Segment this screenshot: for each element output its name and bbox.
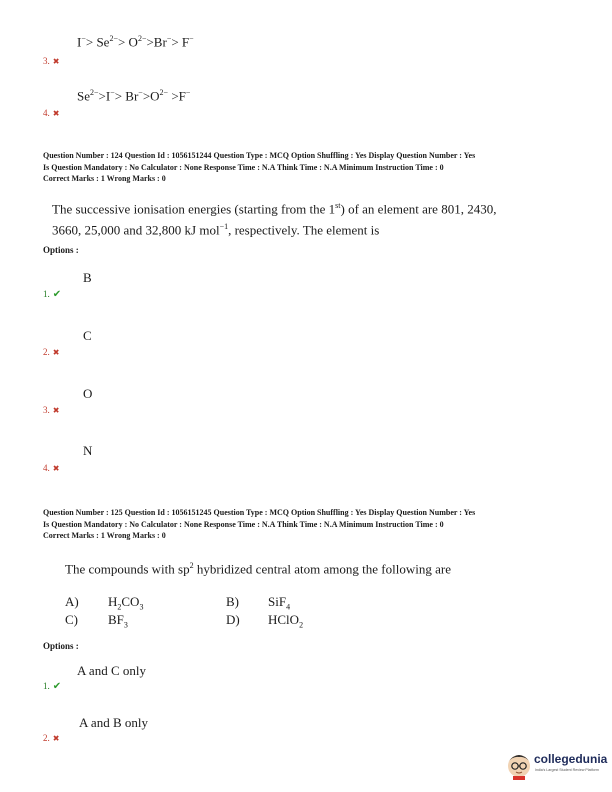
- q124-option-1-text[interactable]: B: [83, 270, 92, 285]
- cross-icon: ✖: [52, 348, 60, 357]
- cross-icon: ✖: [52, 464, 60, 473]
- q124-option-4-text[interactable]: N: [83, 443, 93, 458]
- prev-option-3-number: 3. ✖: [43, 56, 60, 66]
- q125-option-2-text[interactable]: A and B only: [79, 715, 148, 730]
- choice-b-value: SiF$_4$: [268, 594, 291, 612]
- q125-option-1-number: 1. ✔: [43, 681, 62, 692]
- question-124-options-label: Options :: [43, 245, 79, 255]
- prev-option-3-text: $I^-> Se^{2-}> O^{2-}>Br^-> F^-$: [77, 34, 194, 50]
- check-icon: ✔: [52, 681, 62, 692]
- prev-option-4-number: 4. ✖: [43, 108, 60, 118]
- q124-option-4-number: 4. ✖: [43, 463, 60, 473]
- brand-tagline: India's Largest Student Review Platform: [535, 768, 599, 772]
- choice-d: D): [226, 612, 240, 627]
- check-icon: ✔: [52, 289, 62, 300]
- q124-option-2-text[interactable]: C: [83, 328, 92, 343]
- choice-d-value: HClO$_2$: [268, 612, 304, 630]
- cross-icon: ✖: [52, 406, 60, 415]
- choice-b: B): [226, 594, 239, 609]
- collegedunia-logo: [505, 748, 609, 782]
- choice-a-value: $H_2CO_3$: [108, 594, 144, 612]
- prev-option-4-text: $Se^{2-}>I^-> Br^->O^{2-} >F^-$: [77, 88, 191, 104]
- cross-icon: ✖: [52, 57, 60, 66]
- q124-option-3-text[interactable]: O: [83, 386, 93, 401]
- question-125-meta: Question Number : 125 Question Id : 1056151245 Question Type : MCQ Option Shuffling : Yes Display Question Number : Yes Is Question Mandatory : No Calculator : None Response Time : N.A Think Time : N.A Minimum Instruction Time : 0 Correct Marks : 1 Wrong Marks : 0: [43, 508, 476, 540]
- question-124-meta: Question Number : 124 Question Id : 1056151244 Question Type : MCQ Option Shuffling : Yes Display Question Number : Yes Is Question Mandatory : No Calculator : None Response Time : N.A Think Time : N.A Minimum Instruction Time : 0 Correct Marks : 1 Wrong Marks : 0: [43, 151, 476, 183]
- q124-option-3-number: 3. ✖: [43, 405, 60, 415]
- q124-option-2-number: 2. ✖: [43, 347, 60, 357]
- q125-option-2-number: 2. ✖: [43, 733, 60, 743]
- question-125-options-label: Options :: [43, 641, 79, 651]
- cross-icon: ✖: [52, 109, 60, 118]
- cross-icon: ✖: [52, 734, 60, 743]
- mascot-icon: [505, 750, 533, 780]
- choice-a: A): [65, 594, 79, 609]
- choice-c: C): [65, 612, 78, 627]
- question-124-text: The successive ionisation energies (starting from the 1st) of an element are 801, 2430, 3660, 25,000 and 32,800 kJ mol$^{-1}$, respectively. The element is: [52, 201, 497, 238]
- choice-c-value: $BF_3$: [108, 612, 128, 630]
- question-125-text: The compounds with $sp^2$ hybridized central atom among the following are: [65, 561, 451, 577]
- q124-option-1-number: 1. ✔: [43, 289, 62, 300]
- q125-option-1-text[interactable]: A and C only: [77, 663, 146, 678]
- brand-name: collegedunia: [534, 752, 608, 766]
